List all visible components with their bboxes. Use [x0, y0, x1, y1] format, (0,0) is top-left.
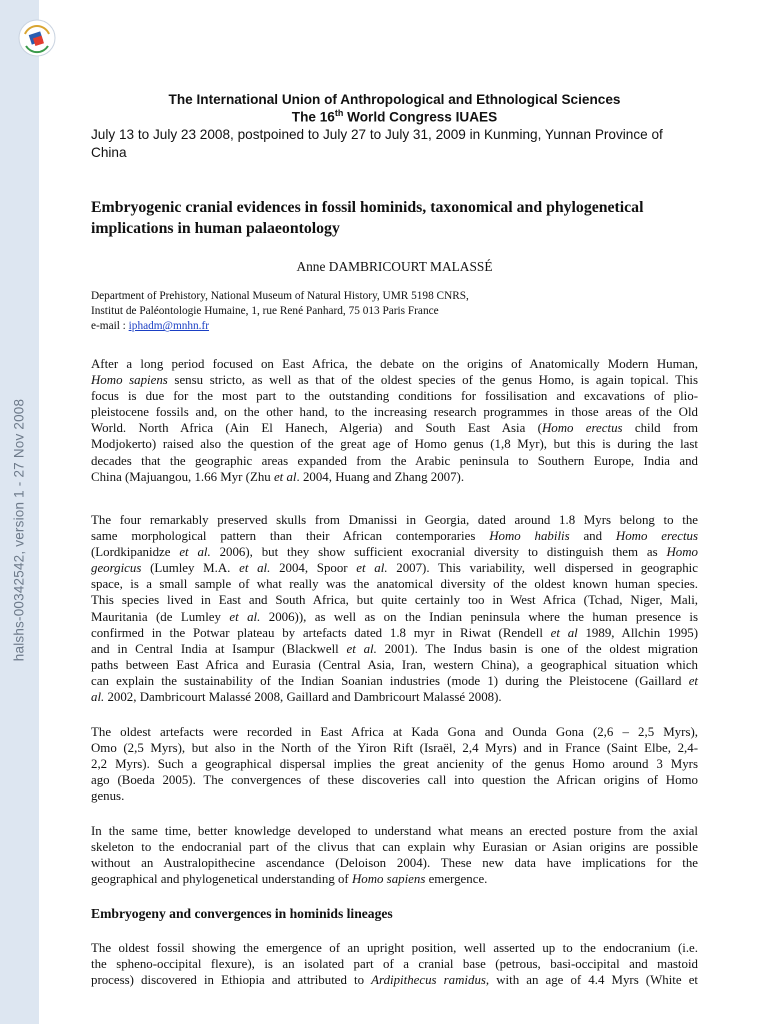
author-name: Anne DAMBRICOURT MALASSÉ [296, 259, 493, 274]
paper-title: Embryogenic cranial evidences in fossil hominids, taxonomical and phylogenetical implications in human palaeontology [91, 199, 644, 237]
text-line: The four remarkably preserved skulls from Dmanissi in Georgia, dated around 1.8 Myrs belong to the [91, 513, 698, 527]
text-line: The oldest fossil showing the emergence of an upright position, well asserted up to the endocranium (i.e. [91, 941, 698, 955]
text-line: World. North Africa (Ain El Hanech, Algeria) and South East Asia (Homo erectus child from [91, 421, 699, 436]
email-link[interactable]: iphadm@mnhn.fr [128, 320, 210, 333]
paragraph-5 [91, 940, 698, 988]
text-line: can explain the sustainability of the Indian Soanian industries (mode 1) during the Pleistocene (Gaillard et [91, 673, 698, 688]
text-line: and in Central India at Isampur (Blackwell et al. 2001). The Indus basin is one of the oldest migration [91, 641, 699, 656]
section-heading: Embryogeny and convergences in hominids lineages [91, 906, 393, 921]
text-line: al. 2002, Dambricourt Malassé 2008, Gaillard and Dambricourt Malassé 2008). [91, 690, 502, 705]
paragraph-3 [91, 724, 698, 804]
text-line: the spheno-occipital flexure), is an isolated part of a cranial base (petrous, basi-occipital and mastoid [91, 957, 698, 972]
text-line: geographical and phylogenetical understanding of Homo sapiens emergence. [91, 872, 488, 887]
text-line: After a long period focused on East Africa, the debate on the origins of Anatomically Modern Human, [91, 357, 698, 371]
text-line: Mauritania (de Lumley et al. 2006)), as well as on the Indian peninsula where the human presence is [91, 609, 698, 624]
text-line: focus is due for the most part to the outstanding conditions for fossilisation and excavations of plio- [91, 389, 698, 404]
text-line: confirmed in the Potwar plateau by artefacts dated 1.8 myr in Riwat (Rendell et al 1989, Allchin 1995) [91, 625, 699, 640]
text-line: genus. [91, 789, 125, 804]
text-line: 2,2 Myrs). Such a geographical dispersal implies the great ancienity of the genus Homo around 3 Myrs [91, 757, 698, 772]
text-line: In the same time, better knowledge developed to understand what means an erected posture from the axial [91, 824, 698, 838]
text-line: skeleton to the endocranial part of the clivus that can explain why Eurasian or Asian origins are possible [91, 840, 698, 855]
text-line: Modjokerto) raised also the question of the great age of Homo genus (1,8 Myr), but this is during the last [91, 437, 698, 452]
congress-title: The 16th World Congress IUAES [291, 108, 498, 125]
text-line: decades that the geographic areas expanded from the Arabic peninsula to Southern Europe, India and [91, 453, 698, 468]
text-line: This species lived in East and South Africa, but quite certainly too in West Africa (Tchad, Niger, Mali, [91, 593, 698, 608]
text-line: China (Majuangou, 1.66 Myr (Zhu et al. 2004, Huang and Zhang 2007). [91, 469, 465, 484]
text-line: same morphological pattern than their African contemporaries Homo habilis and Homo erectus [91, 529, 698, 544]
text-line: Homo sapiens sensu stricto, as well as that of the oldest species of the genus Homo, is again topical. This [91, 373, 699, 388]
text-line: without an Australopithecine ascendance (Deloison 2004). These new data have implications for the [91, 856, 698, 871]
author-affiliation: Department of Prehistory, National Museum of Natural History, UMR 5198 CNRS, Institut de Paléontologie Humaine, 1, rue René Panhard, 75 013 Paris France e-mail : iphadm@mnhn.fr [91, 290, 469, 333]
text-line: (Lordkipanidze et al. 2006), but they show sufficient exocranial diversity to distinguish them as Homo [91, 545, 698, 560]
text-line: The oldest artefacts were recorded in East Africa at Kada Gona and Ounda Gona (2,6 – 2,5 Myrs), [91, 725, 698, 739]
hal-sidebar [0, 0, 39, 1024]
text-line: pleistocene fossils and, on the other hand, to the increasing research programmes in those areas of the Old [91, 405, 698, 420]
text-line: georgicus (Lumley M.A. et al. 2004, Spoor et al. 2007). This variability, well dispersed in geographic [91, 561, 698, 576]
text-line: ago (Boeda 2005). The convergences of these discoveries call into question the African origins of Homo [91, 773, 698, 788]
text-line: Omo (2,5 Myrs), but also in the North of the Yiron Rift (Israël, 2,4 Myrs) and in France (Saint Elbe, 2,4- [91, 741, 698, 756]
paragraph-1 [91, 356, 698, 485]
hal-identifier: halshs-00342542, version 1 - 27 Nov 2008 [11, 398, 27, 662]
paragraph-2 [91, 512, 698, 705]
text-line: space, is a small sample of what really was the anatomical diversity of the oldest known human species. [91, 577, 698, 592]
text-line: process) discovered in Ethiopia and attributed to Ardipithecus ramidus, with an age of 4.4 Myrs (White et [91, 973, 698, 988]
hal-logo-icon [17, 18, 57, 58]
paragraph-4 [91, 823, 698, 887]
congress-dates: July 13 to July 23 2008, postpoined to July 27 to July 31, 2009 in Kunming, Yunnan Province of China [91, 127, 663, 160]
text-line: paths between East Africa and Eurasia (Central Asia, Iran, western China), a geographical situation which [91, 657, 698, 672]
congress-union-title: The International Union of Anthropological and Ethnological Sciences [168, 92, 621, 107]
